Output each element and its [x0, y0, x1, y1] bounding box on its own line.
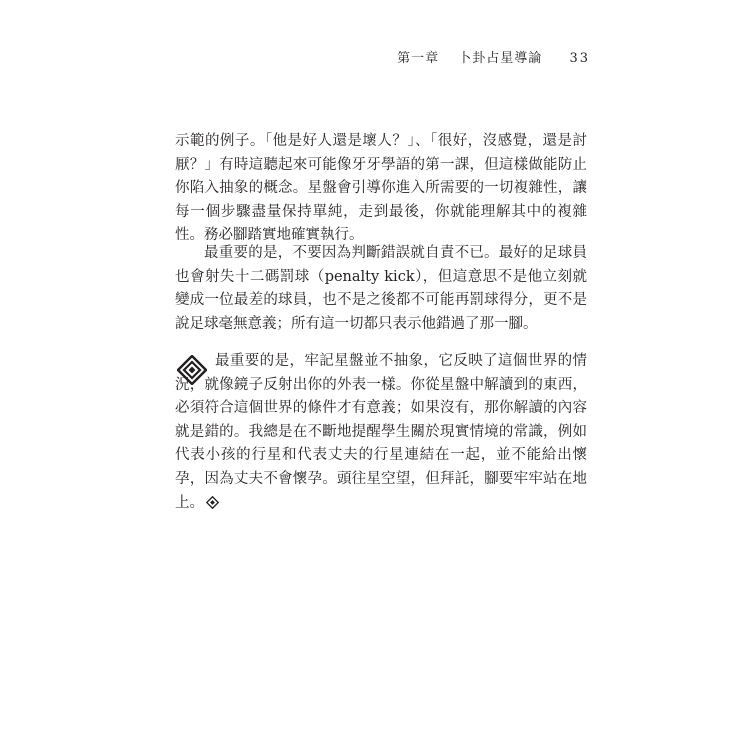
paragraph-3	[175, 350, 587, 515]
running-header	[397, 47, 590, 66]
paragraph-2	[175, 242, 587, 336]
chapter-label: 第一章	[397, 51, 440, 66]
chapter-title: 卜卦占星導論	[458, 51, 543, 66]
paragraph-3-body	[175, 350, 587, 515]
diamond-end-mark-icon	[206, 496, 219, 509]
paragraph-1	[175, 130, 587, 248]
page-number: 33	[569, 51, 590, 66]
paragraph-2-text: 最重要的是，不要因為判斷錯誤就自責不已。最好的足球員也會射失十二碼罰球（penalty kick），但這意思不是他立刻就變成一位最差的球員，也不是之後都不可能再罰球得分，更不是說足球毫無意義；所有這一切都只表示他錯過了那一腳。	[175, 245, 587, 332]
paragraph-3-text: 最重要的是，牢記星盤並不抽象，它反映了這個世界的情況，就像鏡子反射出你的外表一樣。你從星盤中解讀到的東西，必須符合這個世界的條件才有意義；如果沒有，那你解讀的內容就是錯的。我總是在不斷地提醒學生關於現實情境的常識，例如代表小孩的行星和代表丈夫的行星連結在一起，並不能給出懷孕，因為丈夫不會懷孕。頭往星空望，但拜託，腳要牢牢站在地上。	[175, 353, 587, 511]
paragraph-1-text: 示範的例子。「他是好人還是壞人？」、「很好，沒感覺，還是討厭？」有時這聽起來可能像牙牙學語的第一課，但這樣做能防止你陷入抽象的概念。星盤會引導你進入所需要的一切複雜性，讓每一個步驟盡量保持單純，走到最後，你就能理解其中的複雜性。務必腳踏實地確實執行。	[175, 133, 587, 244]
